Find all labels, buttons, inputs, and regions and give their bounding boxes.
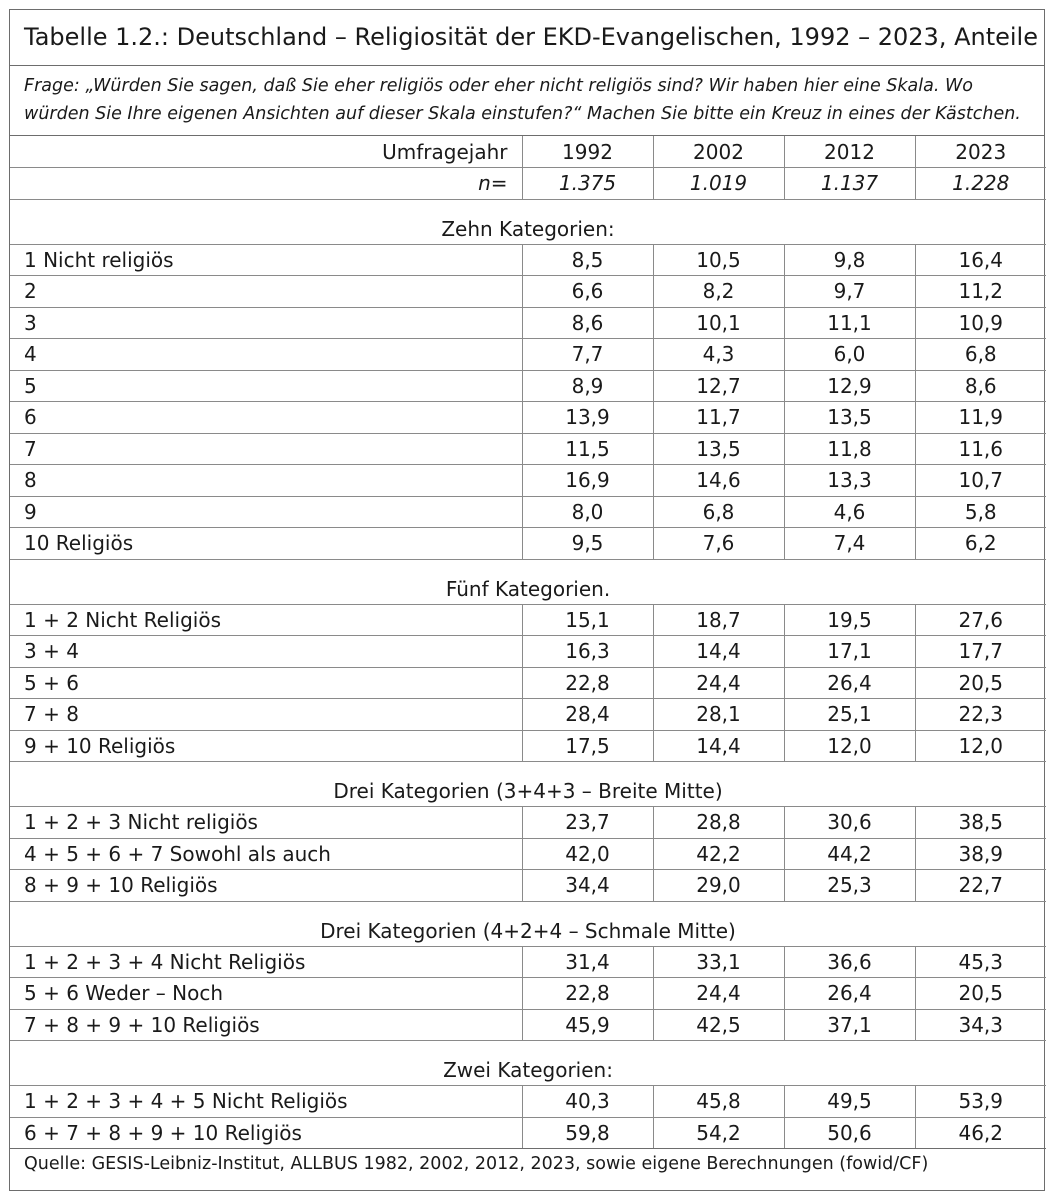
row-label: 4 xyxy=(10,339,522,371)
row-label: 6 + 7 + 8 + 9 + 10 Religiös xyxy=(10,1117,522,1149)
table-row xyxy=(10,870,1046,902)
table-cell: 11,7 xyxy=(653,402,784,434)
table-cell: 9,8 xyxy=(784,244,915,276)
table-cell: 7,4 xyxy=(784,528,915,560)
table-row xyxy=(10,1086,1046,1118)
table-cell: 53,9 xyxy=(915,1086,1046,1118)
section-header-row xyxy=(10,901,1046,946)
table-cell: 36,6 xyxy=(784,946,915,978)
section-header-row xyxy=(10,199,1046,244)
table-cell: 49,5 xyxy=(784,1086,915,1118)
table-cell: 12,7 xyxy=(653,370,784,402)
table-cell: 34,4 xyxy=(522,870,653,902)
table-cell: 24,4 xyxy=(653,667,784,699)
year-header: 2002 xyxy=(653,136,784,168)
table-cell: 20,5 xyxy=(915,978,1046,1010)
table-cell: 22,8 xyxy=(522,978,653,1010)
row-label: 6 xyxy=(10,402,522,434)
table-cell: 29,0 xyxy=(653,870,784,902)
table-cell: 16,9 xyxy=(522,465,653,497)
table-cell: 27,6 xyxy=(915,604,1046,636)
sample-size-value: 1.375 xyxy=(522,168,653,200)
table-cell: 7,7 xyxy=(522,339,653,371)
row-label: 1 + 2 Nicht Religiös xyxy=(10,604,522,636)
row-label: 1 + 2 + 3 + 4 Nicht Religiös xyxy=(10,946,522,978)
table-cell: 25,1 xyxy=(784,699,915,731)
table-title: Tabelle 1.2.: Deutschland – Religiosität der EKD-Evangelischen, 1992 – 2023, Anteile xyxy=(10,10,1044,66)
table-cell: 20,5 xyxy=(915,667,1046,699)
row-label: 5 + 6 xyxy=(10,667,522,699)
table-cell: 11,1 xyxy=(784,307,915,339)
table-cell: 25,3 xyxy=(784,870,915,902)
table-row xyxy=(10,978,1046,1010)
row-label: 10 Religiös xyxy=(10,528,522,560)
table-body xyxy=(10,136,1046,1149)
table-row xyxy=(10,528,1046,560)
table-cell: 17,5 xyxy=(522,730,653,762)
table-row xyxy=(10,838,1046,870)
table-document xyxy=(9,9,1045,1191)
table-cell: 28,1 xyxy=(653,699,784,731)
table-cell: 22,7 xyxy=(915,870,1046,902)
table-row xyxy=(10,604,1046,636)
table-row xyxy=(10,1117,1046,1149)
section-title: Fünf Kategorien. xyxy=(10,559,1046,604)
table-cell: 8,0 xyxy=(522,496,653,528)
table-cell: 31,4 xyxy=(522,946,653,978)
table-cell: 28,4 xyxy=(522,699,653,731)
row-label: 1 + 2 + 3 Nicht religiös xyxy=(10,807,522,839)
row-label: 9 xyxy=(10,496,522,528)
table-cell: 5,8 xyxy=(915,496,1046,528)
data-table xyxy=(10,136,1046,1149)
table-row xyxy=(10,496,1046,528)
table-cell: 10,1 xyxy=(653,307,784,339)
row-label: 7 + 8 xyxy=(10,699,522,731)
table-cell: 14,4 xyxy=(653,730,784,762)
header-row xyxy=(10,136,1046,168)
table-cell: 38,5 xyxy=(915,807,1046,839)
table-cell: 13,9 xyxy=(522,402,653,434)
table-cell: 15,1 xyxy=(522,604,653,636)
table-cell: 34,3 xyxy=(915,1009,1046,1041)
table-cell: 12,9 xyxy=(784,370,915,402)
section-header-row xyxy=(10,762,1046,807)
table-cell: 22,3 xyxy=(915,699,1046,731)
table-cell: 28,8 xyxy=(653,807,784,839)
sample-size-label: n= xyxy=(10,168,522,200)
table-cell: 46,2 xyxy=(915,1117,1046,1149)
table-cell: 10,7 xyxy=(915,465,1046,497)
table-cell: 6,8 xyxy=(915,339,1046,371)
table-cell: 45,9 xyxy=(522,1009,653,1041)
row-label: 2 xyxy=(10,276,522,308)
table-cell: 10,9 xyxy=(915,307,1046,339)
table-cell: 12,0 xyxy=(784,730,915,762)
table-cell: 8,5 xyxy=(522,244,653,276)
section-title: Drei Kategorien (4+2+4 – Schmale Mitte) xyxy=(10,901,1046,946)
table-cell: 6,8 xyxy=(653,496,784,528)
table-cell: 38,9 xyxy=(915,838,1046,870)
table-row xyxy=(10,667,1046,699)
sample-size-value: 1.019 xyxy=(653,168,784,200)
table-cell: 9,5 xyxy=(522,528,653,560)
table-row xyxy=(10,636,1046,668)
table-row xyxy=(10,465,1046,497)
table-cell: 8,6 xyxy=(522,307,653,339)
table-cell: 45,8 xyxy=(653,1086,784,1118)
table-cell: 16,4 xyxy=(915,244,1046,276)
table-cell: 44,2 xyxy=(784,838,915,870)
table-cell: 22,8 xyxy=(522,667,653,699)
table-cell: 33,1 xyxy=(653,946,784,978)
table-cell: 14,4 xyxy=(653,636,784,668)
source-note: Quelle: GESIS-Leibniz-Institut, ALLBUS 1982, 2002, 2012, 2023, sowie eigene Berechnungen (fowid/CF) xyxy=(24,1154,929,1174)
section-title: Zwei Kategorien: xyxy=(10,1041,1046,1086)
table-row xyxy=(10,730,1046,762)
table-cell: 11,6 xyxy=(915,433,1046,465)
table-cell: 6,0 xyxy=(784,339,915,371)
section-title: Drei Kategorien (3+4+3 – Breite Mitte) xyxy=(10,762,1046,807)
table-cell: 42,5 xyxy=(653,1009,784,1041)
table-cell: 6,2 xyxy=(915,528,1046,560)
table-cell: 26,4 xyxy=(784,978,915,1010)
table-row xyxy=(10,699,1046,731)
table-row xyxy=(10,339,1046,371)
table-row xyxy=(10,370,1046,402)
table-cell: 30,6 xyxy=(784,807,915,839)
table-cell: 12,0 xyxy=(915,730,1046,762)
table-row xyxy=(10,1009,1046,1041)
section-header-row xyxy=(10,559,1046,604)
table-cell: 6,6 xyxy=(522,276,653,308)
table-row xyxy=(10,946,1046,978)
table-cell: 8,2 xyxy=(653,276,784,308)
table-row xyxy=(10,244,1046,276)
sample-size-value: 1.137 xyxy=(784,168,915,200)
row-label: 3 + 4 xyxy=(10,636,522,668)
table-cell: 19,5 xyxy=(784,604,915,636)
row-label: 9 + 10 Religiös xyxy=(10,730,522,762)
table-cell: 50,6 xyxy=(784,1117,915,1149)
table-cell: 13,3 xyxy=(784,465,915,497)
table-cell: 4,6 xyxy=(784,496,915,528)
table-cell: 45,3 xyxy=(915,946,1046,978)
table-cell: 17,7 xyxy=(915,636,1046,668)
table-cell: 11,8 xyxy=(784,433,915,465)
table-cell: 17,1 xyxy=(784,636,915,668)
row-label: 5 + 6 Weder – Noch xyxy=(10,978,522,1010)
table-cell: 11,9 xyxy=(915,402,1046,434)
sample-size-row xyxy=(10,168,1046,200)
row-label: 7 + 8 + 9 + 10 Religiös xyxy=(10,1009,522,1041)
header-label: Umfragejahr xyxy=(10,136,522,168)
table-row xyxy=(10,807,1046,839)
table-cell: 9,7 xyxy=(784,276,915,308)
section-title: Zehn Kategorien: xyxy=(10,199,1046,244)
row-label: 4 + 5 + 6 + 7 Sowohl als auch xyxy=(10,838,522,870)
table-cell: 11,2 xyxy=(915,276,1046,308)
table-cell: 7,6 xyxy=(653,528,784,560)
row-label: 1 + 2 + 3 + 4 + 5 Nicht Religiös xyxy=(10,1086,522,1118)
table-row xyxy=(10,433,1046,465)
row-label: 5 xyxy=(10,370,522,402)
table-cell: 42,2 xyxy=(653,838,784,870)
table-row xyxy=(10,402,1046,434)
table-cell: 54,2 xyxy=(653,1117,784,1149)
survey-question: Frage: „Würden Sie sagen, daß Sie eher religiös oder eher nicht religiös sind? Wir haben hier eine Skala. Wo würden Sie Ihre eigenen Ansichten auf dieser Skala einstufen?“ Machen Sie bitte ein Kreuz in eines der Kästchen. xyxy=(10,66,1044,136)
year-header: 1992 xyxy=(522,136,653,168)
sample-size-value: 1.228 xyxy=(915,168,1046,200)
table-cell: 11,5 xyxy=(522,433,653,465)
table-cell: 8,9 xyxy=(522,370,653,402)
row-label: 3 xyxy=(10,307,522,339)
year-header: 2012 xyxy=(784,136,915,168)
row-label: 8 + 9 + 10 Religiös xyxy=(10,870,522,902)
table-row xyxy=(10,276,1046,308)
table-cell: 59,8 xyxy=(522,1117,653,1149)
table-cell: 13,5 xyxy=(784,402,915,434)
row-label: 1 Nicht religiös xyxy=(10,244,522,276)
row-label: 8 xyxy=(10,465,522,497)
table-cell: 16,3 xyxy=(522,636,653,668)
table-cell: 23,7 xyxy=(522,807,653,839)
table-cell: 8,6 xyxy=(915,370,1046,402)
table-cell: 13,5 xyxy=(653,433,784,465)
table-cell: 14,6 xyxy=(653,465,784,497)
table-cell: 18,7 xyxy=(653,604,784,636)
table-cell: 42,0 xyxy=(522,838,653,870)
table-cell: 4,3 xyxy=(653,339,784,371)
year-header: 2023 xyxy=(915,136,1046,168)
table-cell: 26,4 xyxy=(784,667,915,699)
table-cell: 24,4 xyxy=(653,978,784,1010)
table-cell: 37,1 xyxy=(784,1009,915,1041)
row-label: 7 xyxy=(10,433,522,465)
table-cell: 40,3 xyxy=(522,1086,653,1118)
section-header-row xyxy=(10,1041,1046,1086)
table-row xyxy=(10,307,1046,339)
table-cell: 10,5 xyxy=(653,244,784,276)
